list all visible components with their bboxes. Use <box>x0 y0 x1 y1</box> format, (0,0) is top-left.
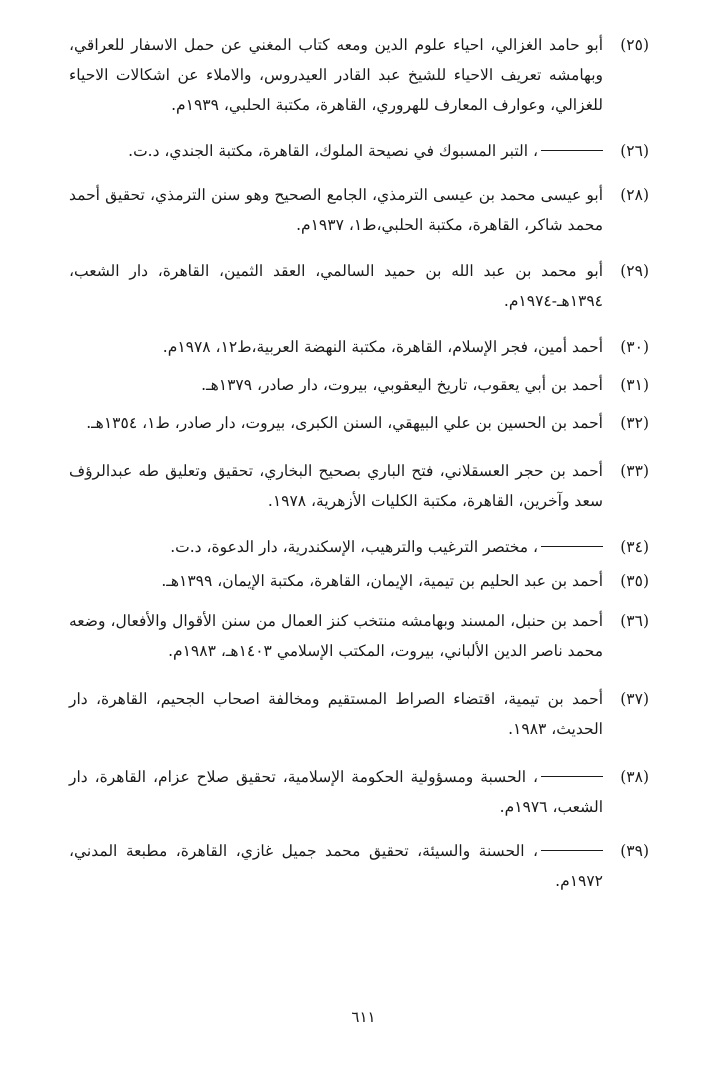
page-number: ٦١١ <box>351 1008 376 1026</box>
bibliography-entry-30 <box>69 332 649 362</box>
entry-number: (٢٩) <box>620 262 649 280</box>
ditto-dash <box>541 850 603 851</box>
entry-number: (٣٦) <box>620 612 649 630</box>
entry-text-wrap <box>69 136 603 166</box>
entry-text-wrap <box>69 532 603 562</box>
entry-number: (٣٧) <box>620 690 649 708</box>
bibliography-page <box>69 30 649 896</box>
entry-number: (٣٩) <box>620 842 649 860</box>
entry-number: (٣٥) <box>620 572 649 590</box>
entry-number: (٣٢) <box>620 414 649 432</box>
entry-text: ، الحسنة والسيئة، تحقيق محمد جميل غازي، القاهرة، مطبعة المدني، ١٩٧٢م. <box>69 842 603 890</box>
entry-text: أحمد بن تيمية، اقتضاء الصراط المستقيم ومخالفة اصحاب الجحيم، القاهرة، دار الحديث، ١٩٨٣. <box>69 690 603 738</box>
entry-text: ، التبر المسبوك في نصيحة الملوك، القاهرة، مكتبة الجندي، د.ت. <box>128 142 538 160</box>
entry-text: ، الحسبة ومسؤولية الحكومة الإسلامية، تحقيق صلاح عزام، القاهرة، دار الشعب، ١٩٧٦م. <box>69 768 603 816</box>
entry-number: (٢٨) <box>620 186 649 204</box>
entry-text: أحمد بن عبد الحليم بن تيمية، الإيمان، القاهرة، مكتبة الإيمان، ١٣٩٩هـ. <box>161 572 603 590</box>
entry-number: (٣٣) <box>620 462 649 480</box>
entry-text: أحمد بن حجر العسقلاني، فتح الباري بصحيح البخاري، تحقيق وتعليق طه عبدالرؤف سعد وآخرين، القاهرة، مكتبة الكليات الأزهرية، ١٩٧٨. <box>69 462 603 510</box>
entry-text: أحمد بن الحسين بن علي البيهقي، السنن الكبرى، بيروت، دار صادر، ط١، ١٣٥٤هـ. <box>86 414 603 432</box>
entry-text: أحمد بن أبي يعقوب، تاريخ اليعقوبي، بيروت، دار صادر، ١٣٧٩هـ. <box>201 376 603 394</box>
entry-text-wrap <box>69 762 603 822</box>
entry-number: (٣٠) <box>620 338 649 356</box>
entry-text: أبو عيسى محمد بن عيسى الترمذي، الجامع الصحيح وهو سنن الترمذي، تحقيق أحمد محمد شاكر، القاهرة، مكتبة الحلبي،ط١، ١٩٣٧م. <box>69 186 603 234</box>
bibliography-entry-28 <box>69 180 649 240</box>
bibliography-entry-31 <box>69 370 649 400</box>
bibliography-entry-25 <box>69 30 649 120</box>
entry-text: أبو حامد الغزالي، احياء علوم الدين ومعه كتاب المغني عن حمل الاسفار للعراقي، وبهامشه تعريف الاحياء للشيخ عبد القادر العيدروس، والاملاء عن اشكالات الاحياء للغزالي، وعوارف المعارف للهروري، القاهرة، مكتبة الحلبي، ١٩٣٩م. <box>69 36 603 114</box>
entry-text: أبو محمد بن عبد الله بن حميد السالمي، العقد الثمين، القاهرة، دار الشعب، ١٣٩٤هـ-١٩٧٤م. <box>69 262 603 310</box>
entry-number: (٢٥) <box>620 36 649 54</box>
bibliography-entry-36 <box>69 606 649 666</box>
entry-text: أحمد بن حنبل، المسند وبهامشه منتخب كنز العمال من سنن الأقوال والأفعال، وضعه محمد ناصر الدين الألباني، بيروت، المكتب الإسلامي ١٤٠٣هـ، ١٩٨٣م. <box>69 612 603 660</box>
ditto-dash <box>541 150 603 151</box>
bibliography-entry-38 <box>69 762 649 822</box>
entry-number: (٢٦) <box>620 142 649 160</box>
bibliography-entry-37 <box>69 684 649 744</box>
ditto-dash <box>541 546 603 547</box>
bibliography-entry-39 <box>69 836 649 896</box>
bibliography-entry-29 <box>69 256 649 316</box>
entry-number: (٣٤) <box>620 538 649 556</box>
bibliography-entry-34 <box>69 532 649 562</box>
entry-number: (٣١) <box>620 376 649 394</box>
bibliography-entry-26 <box>69 136 649 166</box>
entry-number: (٣٨) <box>620 768 649 786</box>
bibliography-entry-35 <box>69 566 649 596</box>
ditto-dash <box>541 776 603 777</box>
bibliography-entry-33 <box>69 456 649 516</box>
entry-text: ، مختصر الترغيب والترهيب، الإسكندرية، دار الدعوة، د.ت. <box>170 538 538 556</box>
entry-text-wrap <box>69 836 603 896</box>
bibliography-entry-32 <box>69 408 649 438</box>
entry-text: أحمد أمين، فجر الإسلام، القاهرة، مكتبة النهضة العربية،ط١٢، ١٩٧٨م. <box>162 338 603 356</box>
